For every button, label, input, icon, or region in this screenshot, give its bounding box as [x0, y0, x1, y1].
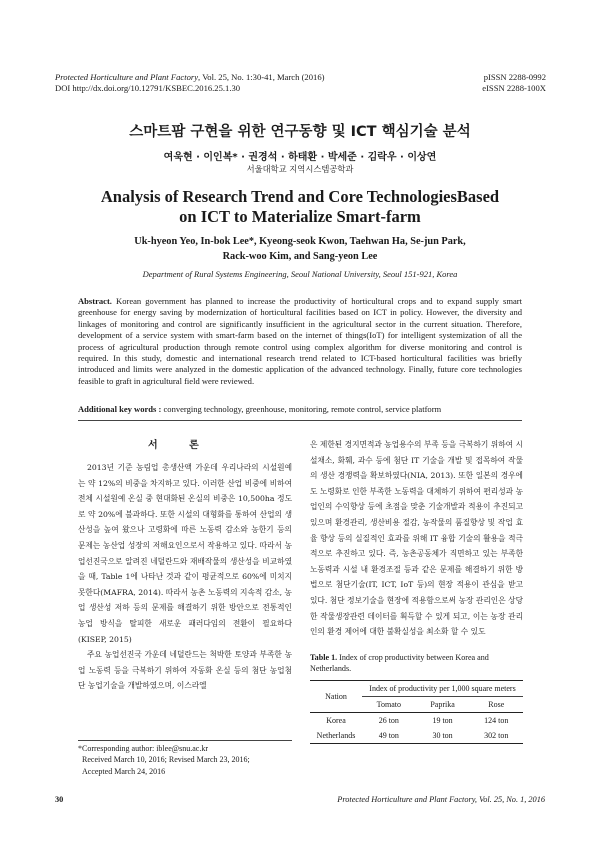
english-title	[80, 187, 520, 227]
table-1	[310, 680, 523, 744]
table-header-tomato: Tomato	[376, 700, 401, 709]
english-title-line1: Analysis of Research Trend and Core TechnologiesBased	[100, 187, 500, 206]
abstract-text: Korean government has planned to increase the productivity of horticultural crops and to expand supply smart greenhouse for energy saving by modernization of horticultural facilities based on ICT in policy. However, the diversity and linkages of monitoring and control are significantly insufficient in the agricultural sector in the current situation. Therefore, development of a service system with smart-farm based on the internet of things(IoT) for intelligent systemization of all the process of agricultural production through remote control using complex algorithm for diverse monitoring and control is required. In this study, domestic and international research trend related to ICT-based horticultural facilities was briefly introduced and limits were analyzed in the domestic application of the advanced technology. Finally, future core technologies feasible to graft in agricultural field were reviewed.	[78, 296, 522, 386]
received-dates: Received March 10, 2016; Revised March 23, 2016;	[82, 755, 250, 765]
doi-line: DOI http://dx.doi.org/10.12791/KSBEC.2016.25.1.30	[55, 83, 241, 93]
table-header-nation: Nation	[325, 692, 347, 701]
keywords-label: Additional key words :	[78, 404, 162, 414]
table-caption-text: Index of crop productivity between Korea and Netherlands.	[310, 653, 489, 673]
paragraph: 2013년 기준 농림업 총생산액 가운데 우리나라의 시설원예는 약 12%의 비중을 차지하고 있다. 이러한 산업 비중에 비하여 전체 시설원예 온실 중 현대화된 온실의 비중은 10,500ha 정도로 약 20%에 불과하다. 또한 시설의 대형화를 통하여 산업의 생산성을 높여 왔으나 고령화에 따른 노동력 감소와 농한기 등의 문제는 농산업 성장의 저해요인으로서 작용하고 있다. 따라서 농업선진국으로 알려진 네덜란드와 재배작물의 생산성을 비교하였을 때, Table 1에 나타난 것과 같이 평균적으로 60%에 미치지 못한다(MAFRA, 2014). 따라서 농촌 노동력의 지속적 감소, 농업 생산성 저하 등의 문제를 해결하기 위한 방안으로 전통적인 농업 방식을 탈피한 새로운 패러다임의 전환이 필요하다(KISEP, 2015)	[78, 463, 292, 644]
section-heading-introduction: 서 론	[148, 440, 213, 451]
journal-name: Protected Horticulture and Plant Factory	[55, 72, 199, 82]
accepted-date: Accepted March 24, 2016	[82, 766, 166, 776]
table-cell: 124 ton	[484, 716, 509, 725]
table-cell: 49 ton	[378, 731, 399, 740]
english-affiliation: Department of Rural Systems Engineering, Seoul National University, Seoul 151-921, Korea	[142, 269, 458, 279]
table-cell: 30 ton	[432, 731, 453, 740]
abstract	[78, 296, 522, 387]
english-title-line2: on ICT to Materialize Smart-farm	[179, 207, 421, 226]
table-header-group: Index of productivity per 1,000 square meters	[362, 681, 523, 697]
footnote-divider	[78, 740, 292, 741]
english-authors	[80, 234, 520, 264]
table-header-paprika: Paprika	[430, 700, 455, 709]
right-column-body	[310, 437, 523, 640]
paragraph: 주요 농업선진국 가운데 네덜란드는 척박한 토양과 부족한 농업 노동력 등을 극복하기 위하여 자동화 온실 등의 첨단 농업첨단 농업기술을 개발하였으며, 이스라엘	[78, 650, 292, 691]
table-cell: 302 ton	[484, 731, 509, 740]
abstract-label: Abstract.	[78, 296, 112, 306]
table-cell: Netherlands	[316, 731, 356, 740]
keywords	[78, 404, 522, 414]
journal-volume: , Vol. 25, No. 1:30-41, March (2016)	[198, 72, 325, 82]
table-caption-label: Table 1.	[310, 653, 338, 662]
left-column-body	[78, 460, 292, 694]
table-cell: 19 ton	[432, 716, 453, 725]
table-row	[310, 713, 523, 729]
pissn: pISSN 2288-0992	[483, 72, 546, 82]
table-header-rose: Rose	[488, 700, 505, 709]
table-caption	[310, 653, 523, 674]
korean-affiliation: 서울대학교 지역시스템공학과	[246, 164, 354, 174]
abstract-divider	[78, 420, 522, 421]
table-cell: 26 ton	[378, 716, 399, 725]
korean-title: 스마트팜 구현을 위한 연구동향 및 ICT 핵심기술 분석	[129, 124, 471, 140]
paragraph: 은 제한된 경지면적과 농업용수의 부족 등을 극복하기 위하여 시설채소, 화훼, 과수 등에 첨단 IT 기술을 개발 및 접목하여 작물의 생산 경쟁력을 확보하였다(NIA, 2013). 또한 일본의 경우에도 노령화로 인한 부족한 노동력을 대체하기 위하여 편리성과 농업인의 수익향상 등에 초점을 맞춘 기술개발과 적용이 추진되고 있으며 환경관리, 생산비용 절감, 농작물의 품질향상 및 작업 효율 향상 등의 실질적인 효과를 위해 IT 융합 기술의 활용을 적극적으로 추진하고 있다. 즉, 농촌공동체가 직면하고 있는 부족한 노동력과 시설 내 환경조절 등과 같은 문제를 해결하기 위한 방법으로 첨단기술(IT, ICT, IoT 등)의 현장 적용이 관심을 받고 있다. 첨단 정보기술을 현장에 적용함으로써 농장 관리인은 상당한 작물생장관련 데이터를 획득할 수 있게 되고, 이는 농장 관리인의 환경 제어에 대한 불확실성을 최소화 할 수 있도	[310, 440, 523, 637]
english-authors-line1: Uk-hyeon Yeo, In-bok Lee*, Kyeong-seok Kwon, Taehwan Ha, Se-jun Park,	[134, 236, 466, 247]
journal-citation	[55, 72, 324, 83]
english-authors-line2: Rack-woo Kim, and Sang-yeon Lee	[222, 251, 378, 262]
table-cell: Korea	[326, 716, 346, 725]
table-row	[310, 728, 523, 744]
corresponding-author: *Corresponding author: iblee@snu.ac.kr	[78, 744, 209, 753]
page-number: 30	[55, 795, 64, 804]
korean-authors: 여욱현 · 이인복* · 권경석 · 하태환 · 박세준 · 김락우 · 이상연	[163, 152, 437, 163]
keywords-text: converging technology, greenhouse, monitoring, remote control, service platform	[161, 404, 442, 414]
footer-journal: Protected Horticulture and Plant Factory, Vol. 25, No. 1, 2016	[337, 795, 545, 804]
footnote	[78, 743, 250, 777]
eissn: eISSN 2288-100X	[482, 83, 546, 93]
